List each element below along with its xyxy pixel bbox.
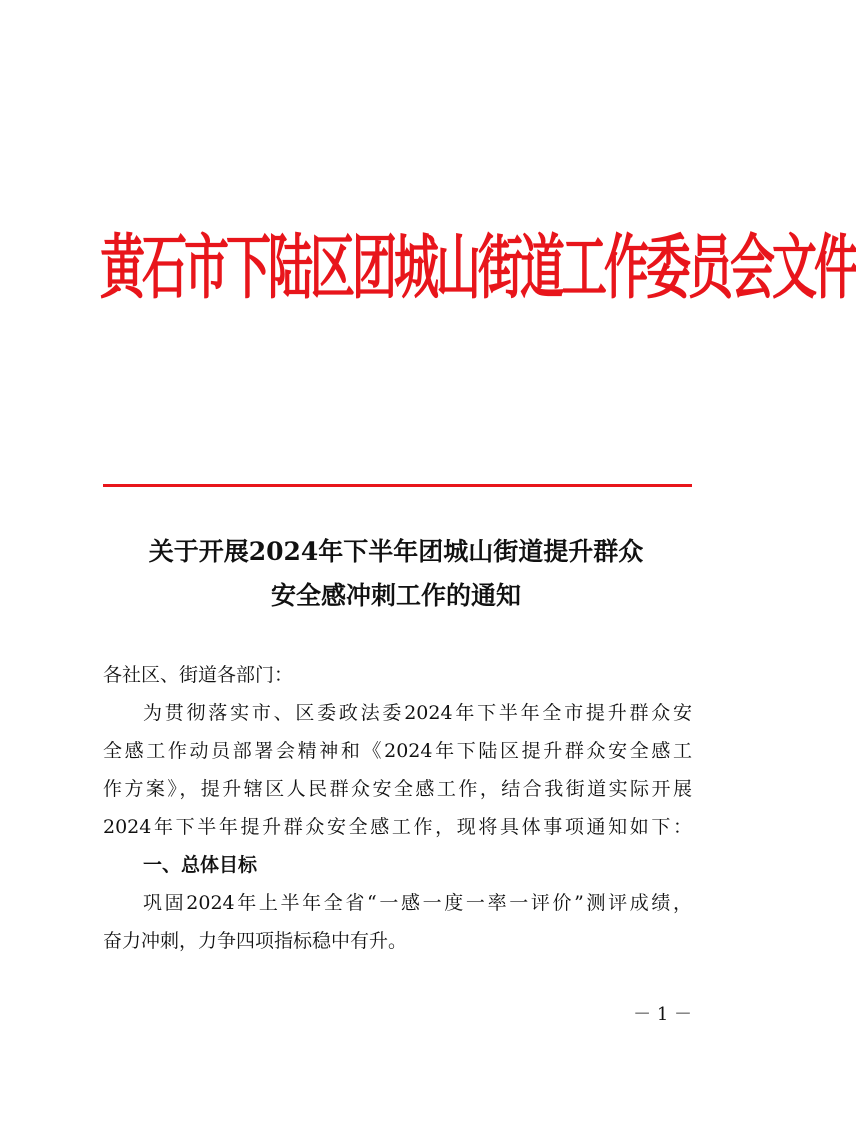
section-1-line-1: 巩固2024年上半年全省“一感一度一率一评价”测评成绩， — [143, 892, 692, 914]
notice-title-line-1: 关于开展2024年下半年团城山街道提升群众 — [148, 537, 644, 566]
letterhead-red-rule — [103, 484, 692, 487]
section-1-heading: 一、总体目标 — [143, 854, 258, 876]
paragraph-1-line-2: 全感工作动员部署会精神和《2024年下陆区提升群众安全感工 — [103, 740, 692, 762]
paragraph-1-line-4: 2024年下半年提升群众安全感工作，现将具体事项通知如下： — [103, 816, 692, 838]
notice-title-line-2: 安全感冲刺工作的通知 — [270, 581, 521, 610]
letterhead-title: 黄石市下陆区团城山街道工作委员会文件 — [100, 226, 856, 309]
salutation: 各社区、街道各部门： — [103, 664, 294, 686]
page-number: － 1 － — [633, 1004, 692, 1025]
paragraph-1-line-1: 为贯彻落实市、区委政法委2024年下半年全市提升群众安 — [143, 702, 692, 724]
section-1-line-2: 奋力冲刺，力争四项指标稳中有升。 — [103, 930, 408, 952]
paragraph-1-line-3: 作方案》，提升辖区人民群众安全感工作，结合我街道实际开展 — [103, 778, 692, 800]
red-letterhead — [100, 208, 856, 328]
